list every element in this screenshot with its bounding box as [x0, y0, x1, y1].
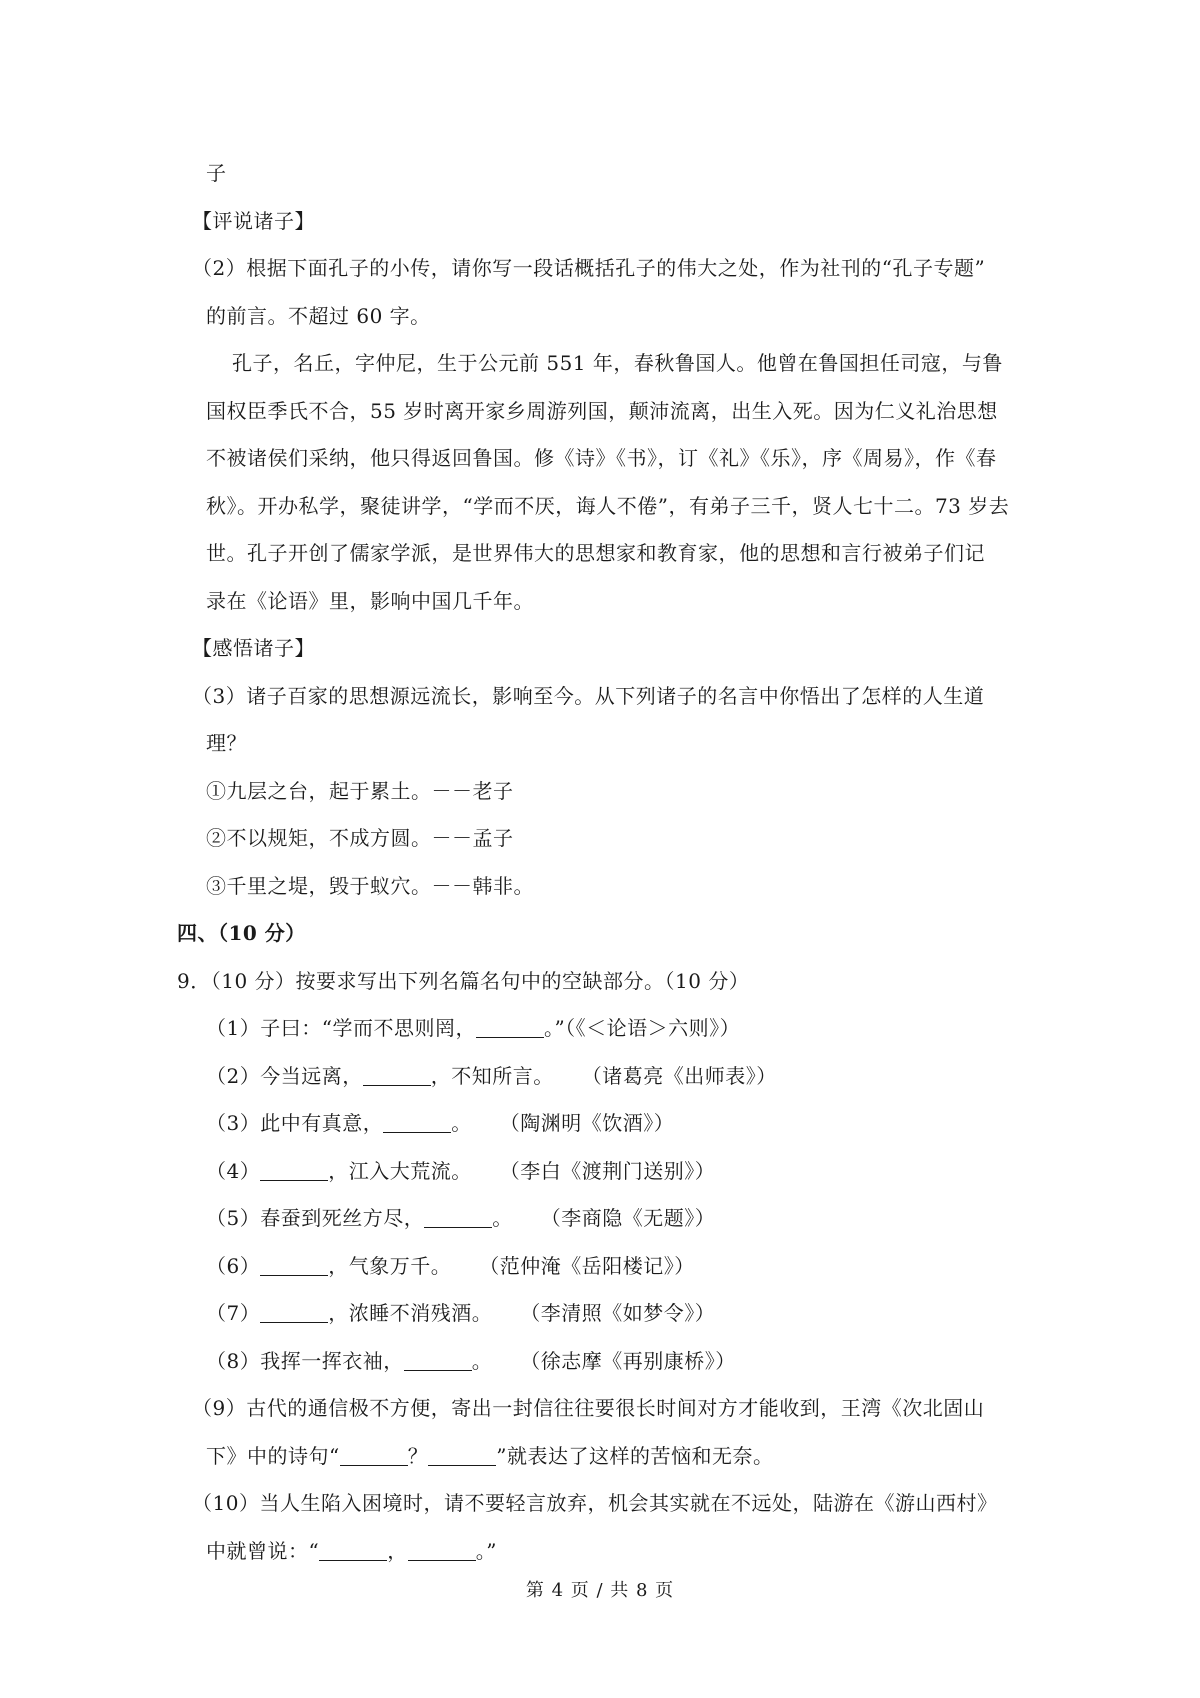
fill-in-question-line	[180, 1480, 1040, 1528]
answer-blank[interactable]	[340, 1445, 408, 1466]
text-span: （1）子曰：“学而不思则罔，	[206, 1016, 476, 1040]
source-citation: （李白《渡荆门送别》）	[499, 1158, 716, 1183]
text-span: （3）此中有真意，	[206, 1111, 384, 1135]
text-span: ，不知所言。	[430, 1063, 554, 1088]
answer-blank[interactable]	[260, 1302, 328, 1323]
text-line: 9．（10 分）按要求写出下列名篇名句中的空缺部分。（10 分）	[177, 968, 750, 993]
text-span: ，	[387, 1538, 408, 1563]
source-citation: （范仲淹《岳阳楼记》）	[479, 1253, 695, 1278]
text-span: 中就曾说：“	[206, 1538, 320, 1563]
text-span: （10）当人生陷入困境时，请不要轻言放弃，机会其实就在不远处，陆游在《游山西村》	[192, 1491, 998, 1515]
text-line: 【评说诸子】	[192, 208, 315, 233]
fill-in-question	[180, 1005, 1040, 1053]
answer-blank[interactable]	[404, 1350, 472, 1371]
fill-in-question-line	[180, 1385, 1040, 1433]
answer-blank[interactable]	[383, 1112, 451, 1133]
text-span: （4）	[206, 1158, 261, 1183]
text-span: （6）	[206, 1253, 261, 1278]
text-line: 世。孔子开创了儒家学派，是世界伟大的思想家和教育家，他的思想和言行被弟子们记	[206, 541, 985, 565]
fill-in-question	[180, 1290, 1040, 1338]
text-span: 。”（《＜论语＞六则》）	[543, 1016, 741, 1040]
text-span: 。	[471, 1348, 493, 1373]
text-line: （2）根据下面孔子的小传，请你写一段话概括孔子的伟大之处，作为社刊的“孔子专题”	[192, 256, 986, 280]
text-span: 。	[492, 1206, 513, 1230]
answer-blank[interactable]	[260, 1255, 328, 1276]
text-line: （3）诸子百家的思想源远流长，影响至今。从下列诸子的名言中你悟出了怎样的人生道	[192, 683, 985, 708]
text-line: 【感悟诸子】	[192, 636, 315, 660]
answer-blank[interactable]	[260, 1160, 328, 1181]
answer-blank[interactable]	[424, 1207, 492, 1228]
page-content	[177, 150, 1040, 1575]
text-span: ”就表达了这样的苦恼和无奈。	[496, 1443, 774, 1468]
text-span: （8）我挥一挥衣袖，	[206, 1348, 404, 1373]
text-span: （9）古代的通信极不方便，寄出一封信往往要很长时间对方才能收到，王湾《次北固山	[192, 1396, 985, 1420]
text-line: 不被诸侯们采纳，他只得返回鲁国。修《诗》《书》，订《礼》《乐》，序《周易》，作《春	[206, 446, 997, 470]
page-footer: 第 4 页 / 共 8 页	[525, 1580, 675, 1601]
text-line: 子	[206, 161, 227, 185]
answer-blank[interactable]	[428, 1445, 496, 1466]
fill-in-question	[180, 1053, 1040, 1101]
source-citation: （徐志摩《再别康桥》）	[520, 1348, 736, 1373]
text-line: 理？	[206, 731, 247, 755]
text-line: ②不以规矩，不成方圆。－－孟子	[206, 826, 514, 850]
text-span: （2）今当远离，	[206, 1063, 363, 1088]
text-line: ③千里之堤，毁于蚁穴。－－韩非。	[206, 873, 534, 898]
source-citation: （李商隐《无题》）	[540, 1206, 716, 1230]
source-citation: （李清照《如梦令》）	[520, 1301, 716, 1325]
fill-in-question	[180, 1243, 1040, 1291]
text-span: 下》中的诗句“	[206, 1443, 340, 1468]
text-line: 四、（10 分）	[177, 921, 306, 945]
answer-blank[interactable]	[476, 1017, 544, 1038]
fill-in-question	[180, 1338, 1040, 1386]
text-line: 秋》。开办私学，聚徒讲学，“学而不厌，诲人不倦”，有弟子三千，贤人七十二。73 岁去	[206, 493, 1010, 518]
answer-blank[interactable]	[319, 1540, 387, 1561]
text-span: （7）	[206, 1301, 261, 1325]
fill-in-question-line	[180, 1433, 1040, 1481]
fill-in-question	[180, 1195, 1040, 1243]
fill-in-question	[180, 1148, 1040, 1196]
text-line: 孔子，名丘，字仲尼，生于公元前 551 年，春秋鲁国人。他曾在鲁国担任司寇，与鲁	[232, 351, 1003, 375]
answer-blank[interactable]	[363, 1065, 431, 1086]
fill-in-question-line	[180, 1528, 1040, 1576]
text-line: 录在《论语》里，影响中国几千年。	[206, 588, 534, 613]
source-citation: （诸葛亮《出师表》）	[581, 1063, 777, 1088]
text-span: 。	[451, 1111, 472, 1135]
text-span: （5）春蚕到死丝方尽，	[206, 1206, 425, 1230]
text-span: ？	[407, 1443, 429, 1468]
text-span: ，气象万千。	[328, 1253, 452, 1278]
answer-blank[interactable]	[408, 1540, 476, 1561]
text-span: 。”	[475, 1538, 497, 1563]
text-line: ①九层之台，起于累土。－－老子	[206, 778, 514, 803]
text-span: ，江入大荒流。	[328, 1158, 472, 1183]
text-span: ，浓睡不消残酒。	[328, 1301, 493, 1325]
source-citation: （陶渊明《饮酒》）	[499, 1111, 675, 1135]
text-line: 国权臣季氏不合，55 岁时离开家乡周游列国，颠沛流离，出生入死。因为仁义礼治思想	[206, 398, 998, 423]
text-line: 的前言。不超过 60 字。	[206, 303, 431, 328]
fill-in-question	[180, 1100, 1040, 1148]
